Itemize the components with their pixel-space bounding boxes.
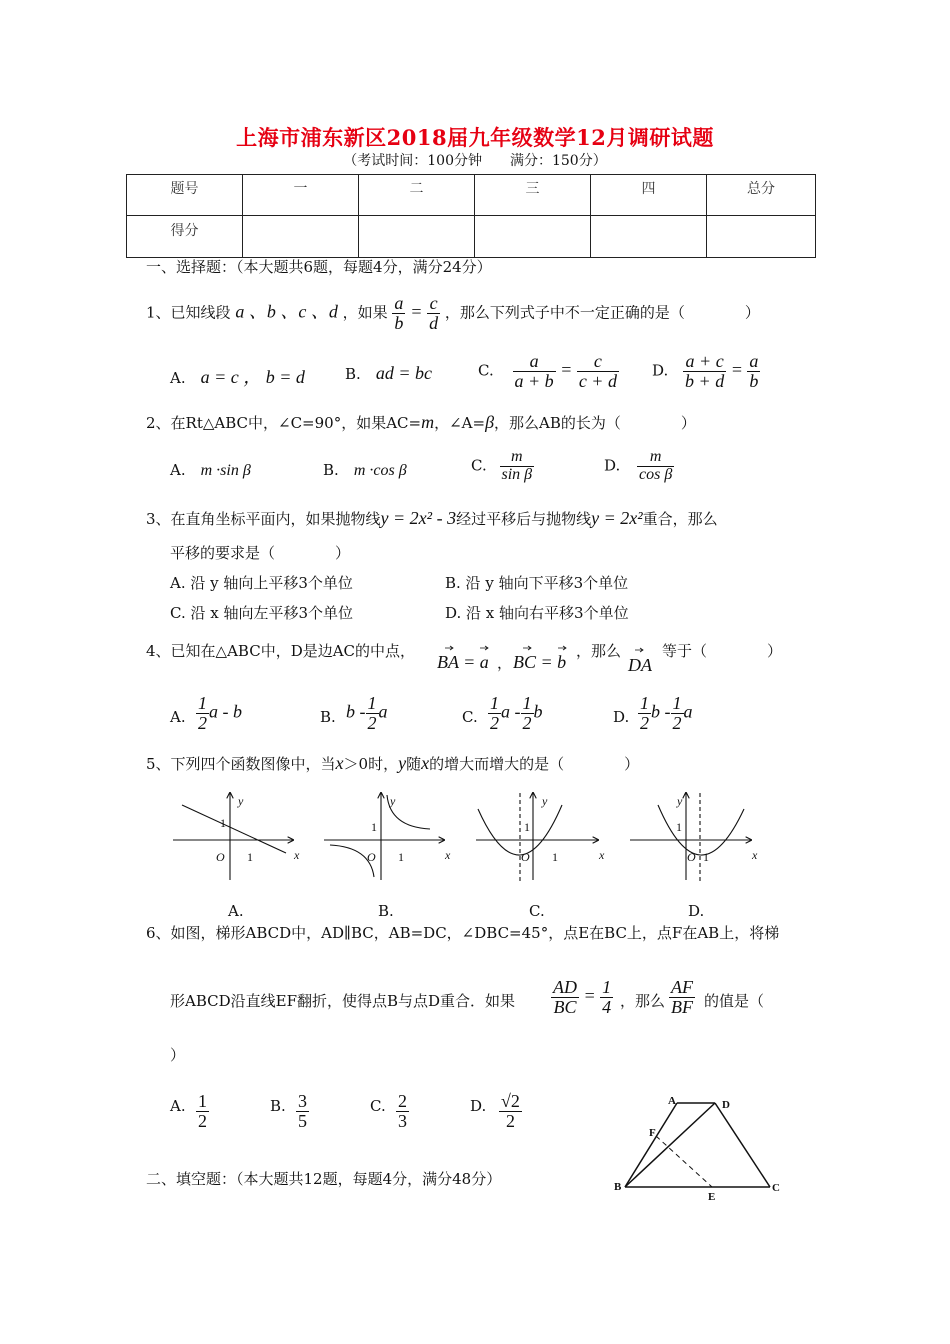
svg-text:O: O (521, 850, 530, 864)
fig-label-a: A (668, 1095, 676, 1107)
graph-d (630, 793, 751, 883)
score-header-cell: 三 (475, 175, 591, 216)
q6-stem-e: ） (170, 1046, 186, 1064)
q1-frac-cd: $\frac{c}{d}$ (429, 293, 439, 333)
q6-trapezoid-figure (610, 1090, 790, 1200)
q5-graphs (168, 785, 768, 885)
q4-vector-ba: BA = a (437, 652, 489, 672)
q1-stem-b: ，如果 (342, 303, 388, 322)
q1-option-a: A. a = c ， b = d (170, 367, 305, 387)
q2-option-d: D. $\frac{m}{\text{cos β}}$ (604, 448, 673, 483)
q5-label-a: A. (228, 902, 244, 920)
svg-text:x: x (599, 848, 605, 862)
svg-text:1: 1 (524, 820, 530, 834)
fig-label-c: C (772, 1182, 780, 1194)
q6-option-a-frac: $\frac{1}{2}$ (198, 1091, 207, 1131)
q1-option-b: B. ad = bc (345, 363, 432, 383)
svg-text:y: y (677, 794, 683, 808)
fig-label-d: D (722, 1099, 730, 1111)
question-5: 5、下列四个函数图像中，当x＞0时，y随x的增大而增大的是（ ） (146, 753, 640, 773)
q6-option-a: A. (170, 1097, 186, 1115)
svg-text:1: 1 (676, 820, 682, 834)
score-cell (707, 216, 816, 258)
q4-option-d: D. (613, 708, 630, 726)
q4-option-b: B. (320, 708, 336, 726)
fig-label-e: E (708, 1191, 716, 1200)
q4-vector-bc: BC = b (513, 652, 567, 672)
fig-label-b: B (614, 1181, 622, 1193)
graph-c (476, 793, 598, 883)
q5-label-b: B. (378, 902, 394, 920)
q4-option-c-expr: $\frac{1}{2}$ a - $\frac{1}{2}$ b (490, 693, 543, 733)
exam-info: （考试时间：100分钟 满分：150分） (343, 153, 607, 169)
q4-comma: ， (497, 654, 513, 672)
svg-text:x: x (752, 848, 758, 862)
score-header-cell: 总分 (707, 175, 816, 216)
score-table-header-row (127, 175, 816, 216)
score-table (126, 174, 816, 258)
q4-option-c: C. (462, 708, 478, 726)
q4-stem-c: 等于（ ） (662, 642, 783, 660)
svg-text:1: 1 (220, 816, 226, 830)
q1-option-c: C. $\frac{a}{a + b}$ = $\frac{c}{c + d}$ (478, 351, 617, 391)
svg-text:y: y (238, 794, 244, 808)
q6-option-c-frac: $\frac{2}{3}$ (398, 1091, 407, 1131)
q2-option-b: B. m ·cos β (323, 461, 407, 479)
q1-option-d: D. $\frac{a + c}{b + d}$ = $\frac{a}{b}$ (652, 351, 759, 391)
question-1: 1、已知线段 a 、b 、c 、d ，如果 $\frac{a}{b}$ = $\frac{c}{d}$ ，那么下列式子中不一定正确的是（ ） (146, 293, 760, 333)
q6-stem-d: 的值是（ (704, 992, 765, 1010)
svg-text:1: 1 (371, 820, 377, 834)
q3-option-c: C. 沿 x 轴向左平移3个单位 (170, 604, 354, 622)
score-table-row (127, 216, 816, 258)
score-cell (591, 216, 707, 258)
q2-option-a: A. m ·sin β (170, 461, 251, 479)
question-6-line-2: 形ABCD沿直线EF翻折，使得点B与点D重合．如果 (170, 992, 516, 1010)
section-2-heading: 二、填空题：（本大题共12题，每题4分，满分48分） (146, 1170, 502, 1188)
page-title: 上海市浦东新区2018届九年级数学12月调研试题 (236, 125, 714, 150)
score-cell (475, 216, 591, 258)
q6-option-b-frac: $\frac{3}{5}$ (298, 1091, 307, 1131)
section-1-heading: 一、选择题：（本大题共6题，每题4分，满分24分） (146, 258, 492, 276)
svg-text:O: O (367, 850, 376, 864)
q1-stem: 1、已知线段 (146, 303, 231, 322)
question-3: 3、在直角坐标平面内，如果抛物线y = 2x² - 3经过平移后与抛物线y = 2x²重合，那么 (146, 508, 718, 528)
q3-option-d: D. 沿 x 轴向右平移3个单位 (445, 604, 629, 622)
q3-option-a: A. 沿 y 轴向上平移3个单位 (170, 574, 353, 592)
q6-option-d-frac: $\frac{√2}{2}$ (501, 1091, 520, 1131)
q4-option-b-expr: b - $\frac{1}{2}$ a (346, 693, 388, 733)
q4-option-d-expr: $\frac{1}{2}$ b - $\frac{1}{2}$ a (640, 693, 693, 733)
score-header-cell: 一 (243, 175, 359, 216)
q3-option-b: B. 沿 y 轴向下平移3个单位 (445, 574, 629, 592)
question-4: 4、已知在△ABC中，D是边AC的中点， (146, 642, 416, 660)
score-cell (243, 216, 359, 258)
svg-text:x: x (294, 848, 300, 862)
q6-frac-af-bf: $\frac{AF}{BF}$ (671, 977, 693, 1017)
q6-stem-c: ，那么 (620, 992, 666, 1010)
score-row-label: 得分 (127, 216, 243, 258)
q5-label-c: C. (529, 902, 545, 920)
score-cell (359, 216, 475, 258)
question-3-line-2: 平移的要求是（ ） (170, 544, 351, 562)
q4-option-a-expr: $\frac{1}{2}$ a - b (198, 693, 242, 733)
q4-option-a: A. (170, 708, 186, 726)
q1-vars: a 、b 、c 、d (235, 301, 338, 322)
question-2: 2、在Rt△ABC中，∠C=90°，如果AC=m，∠A=β，那么AB的长为（ ） (146, 412, 696, 432)
q6-option-b: B. (270, 1097, 286, 1115)
svg-text:y: y (542, 794, 548, 808)
svg-text:y: y (390, 794, 396, 808)
svg-text:1: 1 (552, 850, 558, 864)
svg-text:O: O (216, 850, 225, 864)
q4-vector-da: DA (628, 655, 652, 675)
svg-text:1: 1 (703, 850, 709, 864)
score-header-cell: 题号 (127, 175, 243, 216)
score-header-cell: 二 (359, 175, 475, 216)
q2-option-c: C. $\frac{m}{\text{sin β}}$ (471, 448, 533, 483)
q4-stem-b: ，那么 (576, 642, 622, 660)
q1-stem-c: ，那么下列式子中不一定正确的是（ ） (444, 303, 760, 322)
q6-option-d: D. (470, 1097, 487, 1115)
q4-vector-arrows (435, 638, 675, 658)
svg-text:O: O (687, 850, 696, 864)
svg-text:1: 1 (247, 850, 253, 864)
graph-a (173, 793, 293, 880)
q6-option-c: C. (370, 1097, 386, 1115)
score-header-cell: 四 (591, 175, 707, 216)
q1-frac-ab: $\frac{a}{b}$ (394, 293, 404, 333)
graph-b (324, 793, 444, 880)
fig-label-f: F (649, 1127, 656, 1139)
svg-text:x: x (445, 848, 451, 862)
question-6: 6、如图，梯形ABCD中，AD∥BC，AB=DC，∠DBC=45°，点E在BC上，点F在AB上，将梯 (146, 924, 780, 942)
q6-frac-ad-bc: $\frac{AD}{BC}$ = $\frac{1}{4}$ (553, 977, 612, 1017)
svg-text:1: 1 (398, 850, 404, 864)
q5-label-d: D. (688, 902, 705, 920)
